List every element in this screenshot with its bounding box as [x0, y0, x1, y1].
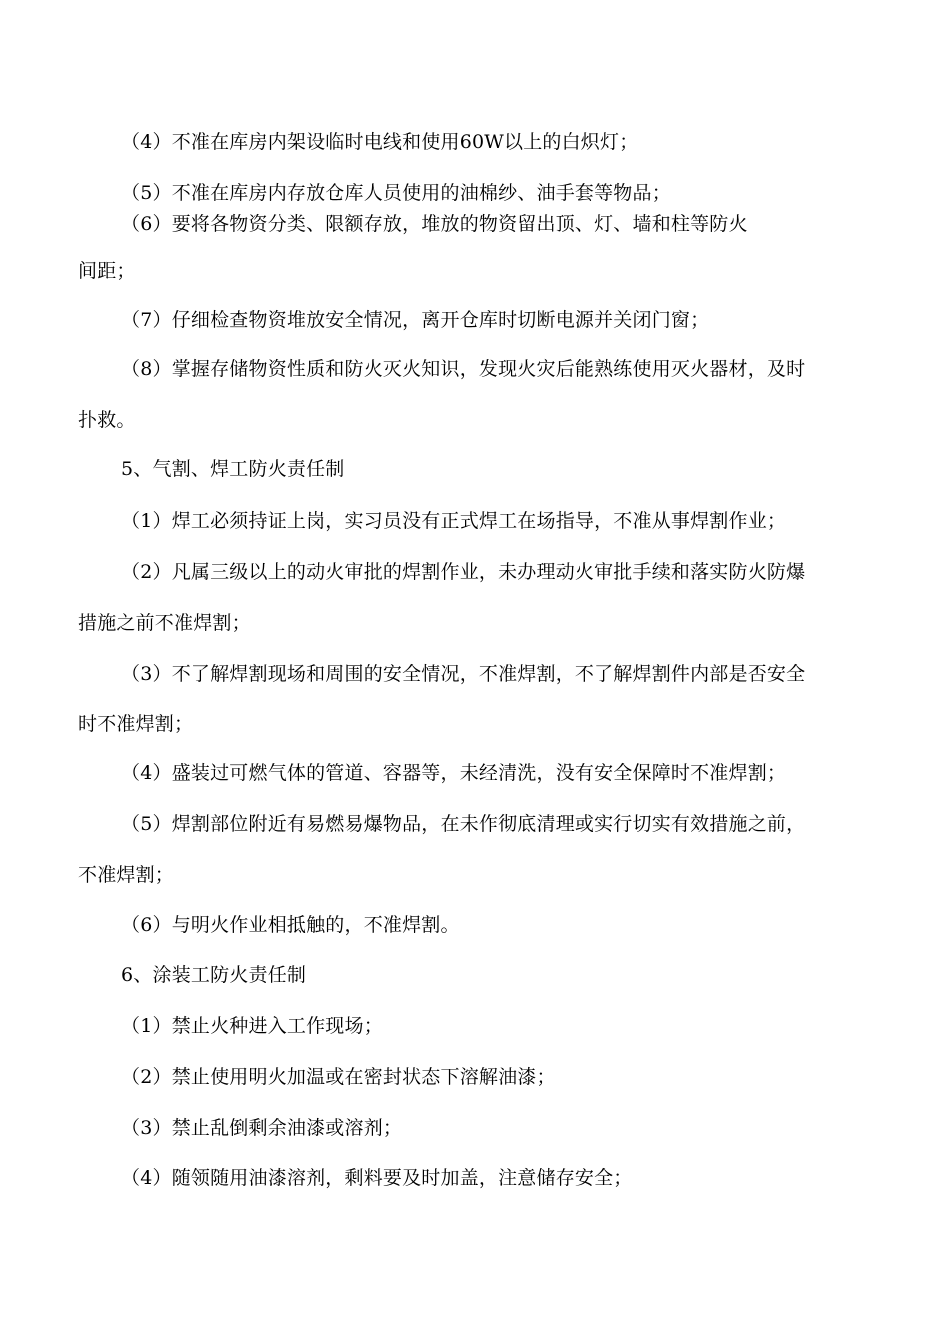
paragraph-line: （1）焊工必须持证上岗，实习员没有正式焊工在场指导，不准从事焊割作业；: [121, 510, 787, 532]
paragraph-line: （5）焊割部位附近有易燃易爆物品，在未作彻底清理或实行切实有效措施之前，: [121, 813, 806, 835]
paragraph-line: （3）禁止乱倒剩余油漆或溶剂；: [121, 1117, 403, 1139]
section-heading: 6、涂装工防火责任制: [121, 964, 307, 986]
paragraph-line: （5）不准在库房内存放仓库人员使用的油棉纱、油手套等物品；: [121, 182, 671, 204]
section-heading: 5、气割、焊工防火责任制: [121, 458, 345, 480]
paragraph-line: （6）要将各物资分类、限额存放，堆放的物资留出顶、灯、墙和柱等防火: [121, 213, 748, 235]
paragraph-line: （2）凡属三级以上的动火审批的焊割作业，未办理动火审批手续和落实防火防爆: [121, 561, 806, 583]
paragraph-line: 措施之前不准焊割；: [78, 612, 251, 634]
paragraph-line: 间距；: [78, 260, 136, 282]
paragraph-line: （6）与明火作业相抵触的，不准焊割。: [121, 914, 460, 936]
paragraph-line: （2）禁止使用明火加温或在密封状态下溶解油漆；: [121, 1066, 556, 1088]
paragraph-line: （4）不准在库房内架设临时电线和使用60W以上的白炽灯；: [121, 131, 639, 153]
paragraph-line: （4）随领随用油漆溶剂，剩料要及时加盖，注意储存安全；: [121, 1167, 633, 1189]
paragraph-line: 不准焊割；: [78, 864, 175, 886]
paragraph-line: （1）禁止火种进入工作现场；: [121, 1015, 383, 1037]
paragraph-line: 时不准焊割；: [78, 713, 194, 735]
paragraph-line: （7）仔细检查物资堆放安全情况，离开仓库时切断电源并关闭门窗；: [121, 309, 710, 331]
paragraph-line: （3）不了解焊割现场和周围的安全情况，不准焊割，不了解焊割件内部是否安全: [121, 663, 806, 685]
paragraph-line: （4）盛装过可燃气体的管道、容器等，未经清洗，没有安全保障时不准焊割；: [121, 762, 787, 784]
paragraph-line: 扑救。: [78, 409, 136, 431]
paragraph-line: （8）掌握存储物资性质和防火灭火知识，发现火灾后能熟练使用灭火器材，及时: [121, 358, 806, 380]
